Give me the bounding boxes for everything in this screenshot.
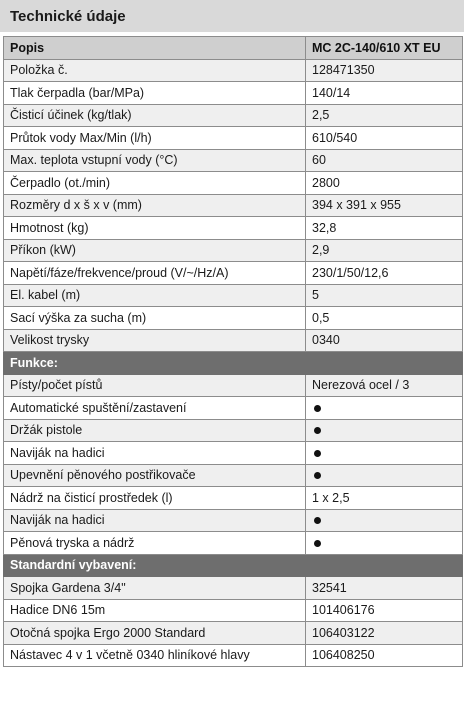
row-label: Naviják na hadici	[4, 442, 306, 465]
row-value: 140/14	[306, 82, 463, 105]
row-label: Písty/počet pístů	[4, 374, 306, 397]
table-row	[4, 82, 463, 105]
table-row	[4, 577, 463, 600]
table-row	[4, 262, 463, 285]
row-label: Nádrž na čisticí prostředek (l)	[4, 487, 306, 510]
row-label: Sací výška za sucha (m)	[4, 307, 306, 330]
row-label: Pěnová tryska a nádrž	[4, 532, 306, 555]
row-value: Nerezová ocel / 3	[306, 374, 463, 397]
page-title: Technické údaje	[0, 0, 464, 32]
row-value: 32541	[306, 577, 463, 600]
bullet-icon	[314, 450, 321, 457]
row-label: Upevnění pěnového postřikovače	[4, 464, 306, 487]
row-value: 101406176	[306, 599, 463, 622]
row-value: 60	[306, 149, 463, 172]
row-value: 2,9	[306, 239, 463, 262]
row-value: 2,5	[306, 104, 463, 127]
row-label: Položka č.	[4, 59, 306, 82]
row-value: 32,8	[306, 217, 463, 240]
section-title: Standardní vybavení:	[4, 554, 306, 577]
row-value: 0,5	[306, 307, 463, 330]
row-value: 1 x 2,5	[306, 487, 463, 510]
table-row	[4, 172, 463, 195]
table-row	[4, 442, 463, 465]
table-row	[4, 307, 463, 330]
row-label: Nástavec 4 v 1 včetně 0340 hliníkové hlavy	[4, 644, 306, 667]
table-row	[4, 59, 463, 82]
row-label: Otočná spojka Ergo 2000 Standard	[4, 622, 306, 645]
table-row	[4, 532, 463, 555]
row-label: Hadice DN6 15m	[4, 599, 306, 622]
row-value: 2800	[306, 172, 463, 195]
row-label: Napětí/fáze/frekvence/proud (V/~/Hz/A)	[4, 262, 306, 285]
row-value	[306, 397, 463, 420]
table-row	[4, 599, 463, 622]
row-value: 128471350	[306, 59, 463, 82]
section-equipment	[4, 554, 463, 577]
bullet-icon	[314, 517, 321, 524]
row-label: Hmotnost (kg)	[4, 217, 306, 240]
table-row	[4, 464, 463, 487]
bullet-icon	[314, 405, 321, 412]
row-label: Max. teplota vstupní vody (°C)	[4, 149, 306, 172]
table-row	[4, 104, 463, 127]
table-row	[4, 644, 463, 667]
row-value: 610/540	[306, 127, 463, 150]
table-row	[4, 397, 463, 420]
row-value	[306, 509, 463, 532]
row-label: Velikost trysky	[4, 329, 306, 352]
row-label: Držák pistole	[4, 419, 306, 442]
spec-table	[3, 36, 463, 667]
table-row	[4, 622, 463, 645]
table-row	[4, 329, 463, 352]
table-row	[4, 194, 463, 217]
row-label: Čisticí účinek (kg/tlak)	[4, 104, 306, 127]
row-value: 5	[306, 284, 463, 307]
section-functions	[4, 352, 463, 375]
table-row	[4, 239, 463, 262]
row-value: 0340	[306, 329, 463, 352]
header-model: MC 2C-140/610 XT EU	[306, 37, 463, 60]
row-label: Automatické spuštění/zastavení	[4, 397, 306, 420]
row-value	[306, 464, 463, 487]
row-label: Tlak čerpadla (bar/MPa)	[4, 82, 306, 105]
row-label: Naviják na hadici	[4, 509, 306, 532]
row-label: Příkon (kW)	[4, 239, 306, 262]
row-label: Čerpadlo (ot./min)	[4, 172, 306, 195]
table-row	[4, 127, 463, 150]
table-row	[4, 419, 463, 442]
bullet-icon	[314, 427, 321, 434]
row-label: Rozměry d x š x v (mm)	[4, 194, 306, 217]
row-value	[306, 419, 463, 442]
row-value	[306, 532, 463, 555]
table-row	[4, 487, 463, 510]
row-value: 106403122	[306, 622, 463, 645]
table-header	[4, 37, 463, 60]
table-row	[4, 509, 463, 532]
row-value: 394 x 391 x 955	[306, 194, 463, 217]
row-value: 230/1/50/12,6	[306, 262, 463, 285]
row-value: 106408250	[306, 644, 463, 667]
section-title: Funkce:	[4, 352, 306, 375]
row-label: Průtok vody Max/Min (l/h)	[4, 127, 306, 150]
table-row	[4, 149, 463, 172]
header-description: Popis	[4, 37, 306, 60]
table-row	[4, 374, 463, 397]
row-label: El. kabel (m)	[4, 284, 306, 307]
table-row	[4, 217, 463, 240]
table-row	[4, 284, 463, 307]
row-label: Spojka Gardena 3/4"	[4, 577, 306, 600]
bullet-icon	[314, 472, 321, 479]
row-value	[306, 442, 463, 465]
bullet-icon	[314, 540, 321, 547]
